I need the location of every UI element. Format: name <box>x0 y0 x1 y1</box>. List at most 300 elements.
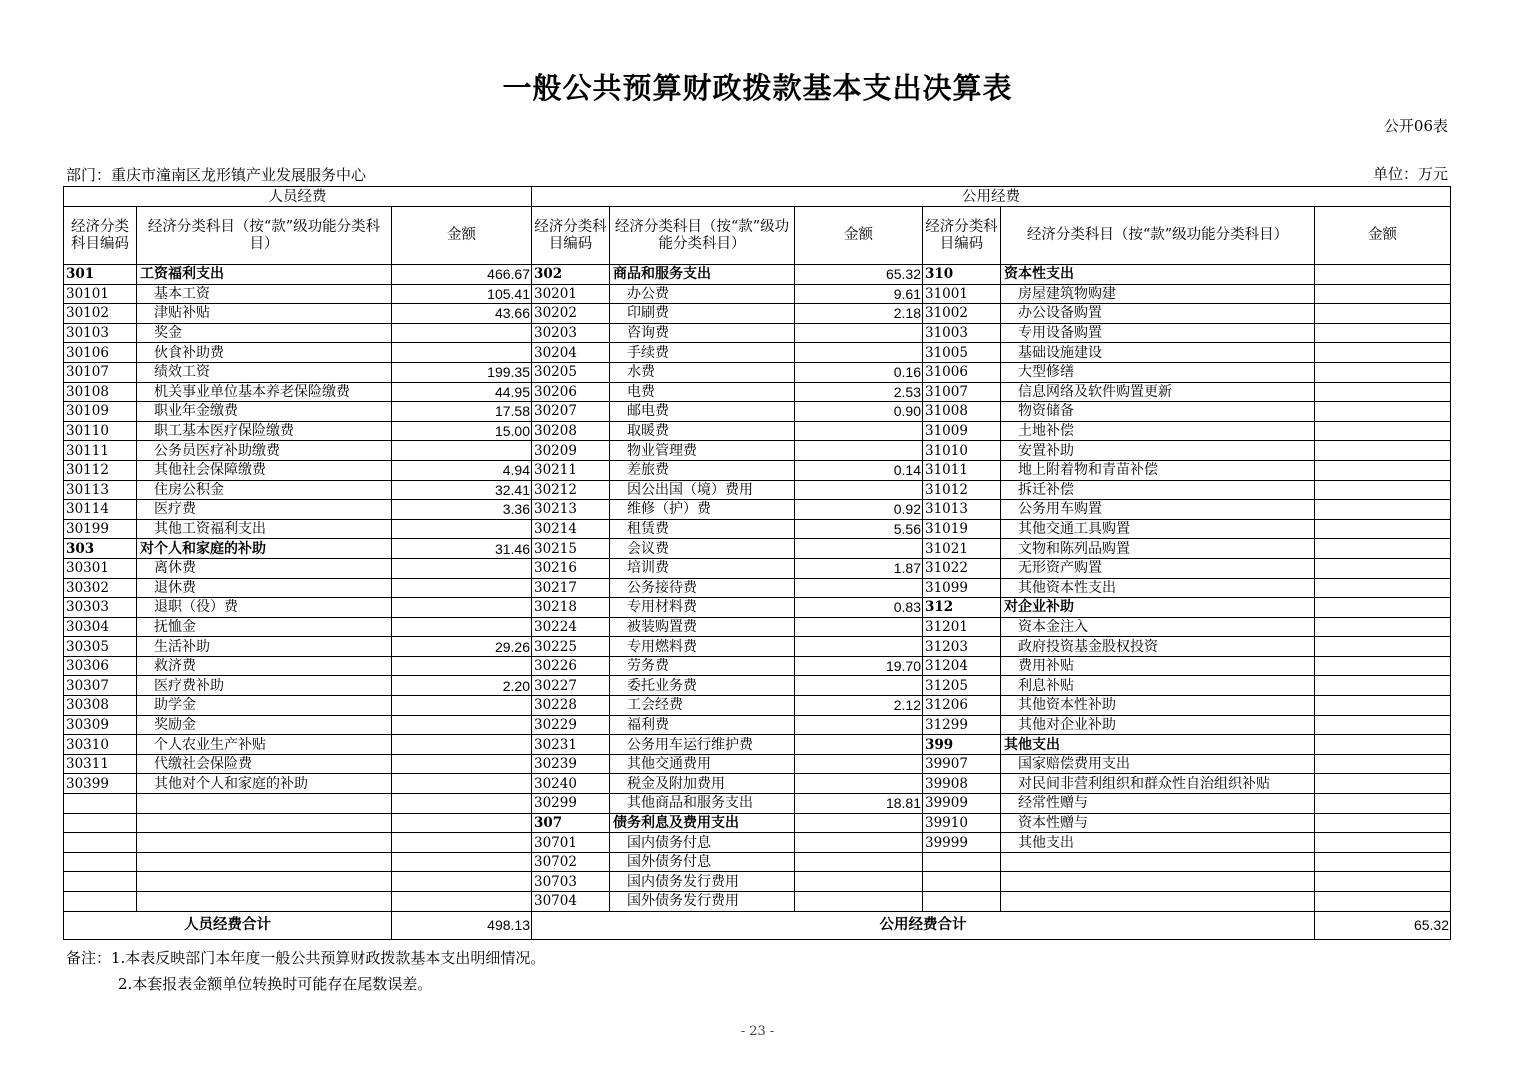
amount-cell <box>392 735 532 755</box>
amount-cell <box>392 598 532 618</box>
name-cell: 伙食补助费 <box>137 343 392 363</box>
table-row <box>64 500 1451 520</box>
name-cell: 医疗费 <box>137 500 392 520</box>
amount-cell <box>795 813 923 833</box>
name-cell: 其他对个人和家庭的补助 <box>137 774 392 794</box>
table-row <box>64 421 1451 441</box>
table-row <box>64 480 1451 500</box>
amount-cell <box>1315 578 1451 598</box>
table-body <box>64 265 1451 912</box>
code-cell: 31022 <box>923 558 1001 578</box>
table-row <box>64 402 1451 422</box>
amount-cell <box>1315 265 1451 285</box>
code-cell: 31005 <box>923 343 1001 363</box>
code-cell: 302 <box>532 265 610 285</box>
expenditure-table <box>63 186 1451 940</box>
name-cell: 其他社会保障缴费 <box>137 460 392 480</box>
name-cell: 职业年金缴费 <box>137 402 392 422</box>
name-cell: 差旅费 <box>610 460 795 480</box>
amount-cell: 2.53 <box>795 382 923 402</box>
table-row <box>64 343 1451 363</box>
code-cell: 30206 <box>532 382 610 402</box>
table-row <box>64 676 1451 696</box>
table-row <box>64 441 1451 461</box>
name-cell: 债务利息及费用支出 <box>610 813 795 833</box>
code-cell: 30303 <box>64 598 137 618</box>
table-row <box>64 813 1451 833</box>
personnel-total-value: 498.13 <box>392 911 532 939</box>
table-row <box>64 539 1451 559</box>
amount-cell <box>1315 460 1451 480</box>
name-cell: 公务用车运行维护费 <box>610 735 795 755</box>
amount-cell <box>1315 362 1451 382</box>
code-cell: 30301 <box>64 558 137 578</box>
amount-cell <box>1315 343 1451 363</box>
name-cell: 津贴补贴 <box>137 304 392 324</box>
code-cell: 312 <box>923 598 1001 618</box>
amount-cell <box>795 774 923 794</box>
name-cell: 房屋建筑物购建 <box>1001 284 1315 304</box>
name-cell: 其他交通工具购置 <box>1001 519 1315 539</box>
amount-cell <box>795 676 923 696</box>
code-cell: 30103 <box>64 323 137 343</box>
table-row <box>64 460 1451 480</box>
name-cell: 其他商品和服务支出 <box>610 794 795 814</box>
amount-cell <box>1315 715 1451 735</box>
code-cell: 30201 <box>532 284 610 304</box>
code-cell: 30208 <box>532 421 610 441</box>
name-cell: 地上附着物和青苗补偿 <box>1001 460 1315 480</box>
code-cell: 31203 <box>923 637 1001 657</box>
table-row <box>64 892 1451 912</box>
code-cell: 30202 <box>532 304 610 324</box>
name-cell <box>1001 892 1315 912</box>
amount-cell <box>795 735 923 755</box>
code-cell: 30110 <box>64 421 137 441</box>
name-cell: 住房公积金 <box>137 480 392 500</box>
amount-cell <box>392 872 532 892</box>
header-name: 经济分类科目（按“款”级功能分类科目） <box>1001 207 1315 265</box>
code-cell: 31013 <box>923 500 1001 520</box>
name-cell: 拆迁补偿 <box>1001 480 1315 500</box>
table-row <box>64 617 1451 637</box>
name-cell: 国外债务付息 <box>610 852 795 872</box>
code-cell: 30299 <box>532 794 610 814</box>
code-cell: 31205 <box>923 676 1001 696</box>
table-row <box>64 304 1451 324</box>
code-cell: 30704 <box>532 892 610 912</box>
table-row <box>64 382 1451 402</box>
amount-cell <box>392 754 532 774</box>
code-cell: 30308 <box>64 696 137 716</box>
name-cell: 物业管理费 <box>610 441 795 461</box>
name-cell: 公务员医疗补助缴费 <box>137 441 392 461</box>
name-cell: 维修（护）费 <box>610 500 795 520</box>
code-cell: 31003 <box>923 323 1001 343</box>
name-cell <box>137 833 392 853</box>
name-cell: 劳务费 <box>610 656 795 676</box>
name-cell: 医疗费补助 <box>137 676 392 696</box>
table-row <box>64 323 1451 343</box>
table-number: 公开06表 <box>1383 117 1448 135</box>
name-cell: 土地补偿 <box>1001 421 1315 441</box>
amount-cell <box>795 833 923 853</box>
amount-cell <box>392 852 532 872</box>
name-cell: 无形资产购置 <box>1001 558 1315 578</box>
code-cell: 31008 <box>923 402 1001 422</box>
amount-cell <box>795 323 923 343</box>
table-row <box>64 598 1451 618</box>
amount-cell: 9.61 <box>795 284 923 304</box>
amount-cell <box>392 343 532 363</box>
amount-cell <box>392 892 532 912</box>
amount-cell: 29.26 <box>392 637 532 657</box>
name-cell: 费用补贴 <box>1001 656 1315 676</box>
department-label: 部门：重庆市潼南区龙形镇产业发展服务中心 <box>66 166 367 184</box>
name-cell: 国内债务付息 <box>610 833 795 853</box>
name-cell: 经常性赠与 <box>1001 794 1315 814</box>
code-cell: 31011 <box>923 460 1001 480</box>
table-row <box>64 362 1451 382</box>
amount-cell <box>1315 892 1451 912</box>
amount-cell <box>392 441 532 461</box>
amount-cell <box>795 480 923 500</box>
note-2: 2.本套报表金额单位转换时可能存在尾数误差。 <box>118 975 433 993</box>
table-row <box>64 735 1451 755</box>
code-cell <box>64 892 137 912</box>
amount-cell: 65.32 <box>795 265 923 285</box>
amount-cell <box>795 441 923 461</box>
amount-cell <box>1315 637 1451 657</box>
code-cell: 31007 <box>923 382 1001 402</box>
amount-cell: 19.70 <box>795 656 923 676</box>
amount-cell <box>1315 421 1451 441</box>
code-cell: 310 <box>923 265 1001 285</box>
amount-cell <box>795 539 923 559</box>
table-row <box>64 833 1451 853</box>
public-total-value: 65.32 <box>1315 911 1451 939</box>
code-cell: 31002 <box>923 304 1001 324</box>
name-cell: 绩效工资 <box>137 362 392 382</box>
name-cell: 公务接待费 <box>610 578 795 598</box>
code-cell: 303 <box>64 539 137 559</box>
name-cell: 抚恤金 <box>137 617 392 637</box>
code-cell: 307 <box>532 813 610 833</box>
amount-cell <box>1315 304 1451 324</box>
code-cell: 31019 <box>923 519 1001 539</box>
code-cell <box>64 852 137 872</box>
amount-cell <box>392 715 532 735</box>
amount-cell <box>1315 539 1451 559</box>
table-row <box>64 558 1451 578</box>
amount-cell <box>1315 813 1451 833</box>
unit-label: 单位：万元 <box>1372 165 1448 183</box>
name-cell: 基本工资 <box>137 284 392 304</box>
name-cell: 对个人和家庭的补助 <box>137 539 392 559</box>
page-number: - 23 - <box>740 1024 775 1039</box>
name-cell: 安置补助 <box>1001 441 1315 461</box>
name-cell: 代缴社会保险费 <box>137 754 392 774</box>
code-cell: 30302 <box>64 578 137 598</box>
name-cell: 国内债务发行费用 <box>610 872 795 892</box>
code-cell: 30207 <box>532 402 610 422</box>
amount-cell: 5.56 <box>795 519 923 539</box>
amount-cell <box>795 892 923 912</box>
amount-cell <box>392 323 532 343</box>
code-cell: 30305 <box>64 637 137 657</box>
amount-cell <box>1315 852 1451 872</box>
code-cell: 31206 <box>923 696 1001 716</box>
amount-cell <box>392 794 532 814</box>
code-cell: 30107 <box>64 362 137 382</box>
name-cell: 机关事业单位基本养老保险缴费 <box>137 382 392 402</box>
amount-cell <box>1315 558 1451 578</box>
code-cell: 30217 <box>532 578 610 598</box>
name-cell: 委托业务费 <box>610 676 795 696</box>
amount-cell: 32.41 <box>392 480 532 500</box>
name-cell: 奖励金 <box>137 715 392 735</box>
name-cell: 办公费 <box>610 284 795 304</box>
name-cell: 资本性赠与 <box>1001 813 1315 833</box>
name-cell: 对企业补助 <box>1001 598 1315 618</box>
table-row <box>64 696 1451 716</box>
code-cell: 30199 <box>64 519 137 539</box>
code-cell: 30226 <box>532 656 610 676</box>
code-cell: 30203 <box>532 323 610 343</box>
name-cell: 其他资本性补助 <box>1001 696 1315 716</box>
section-personnel: 人员经费 <box>64 187 532 207</box>
code-cell: 31204 <box>923 656 1001 676</box>
name-cell: 资本性支出 <box>1001 265 1315 285</box>
table-row <box>64 794 1451 814</box>
amount-cell <box>392 696 532 716</box>
code-cell: 30228 <box>532 696 610 716</box>
amount-cell: 43.66 <box>392 304 532 324</box>
code-cell: 30205 <box>532 362 610 382</box>
code-cell: 31201 <box>923 617 1001 637</box>
name-cell: 对民间非营利组织和群众性自治组织补贴 <box>1001 774 1315 794</box>
amount-cell <box>392 833 532 853</box>
code-cell: 30102 <box>64 304 137 324</box>
name-cell: 培训费 <box>610 558 795 578</box>
name-cell: 工会经费 <box>610 696 795 716</box>
code-cell: 30108 <box>64 382 137 402</box>
amount-cell <box>1315 402 1451 422</box>
amount-cell: 31.46 <box>392 539 532 559</box>
amount-cell: 3.36 <box>392 500 532 520</box>
amount-cell <box>1315 754 1451 774</box>
amount-cell <box>1315 656 1451 676</box>
name-cell: 奖金 <box>137 323 392 343</box>
code-cell: 31010 <box>923 441 1001 461</box>
name-cell: 被装购置费 <box>610 617 795 637</box>
name-cell: 助学金 <box>137 696 392 716</box>
table-row <box>64 265 1451 285</box>
amount-cell: 2.12 <box>795 696 923 716</box>
code-cell <box>64 872 137 892</box>
name-cell: 物资储备 <box>1001 402 1315 422</box>
name-cell: 福利费 <box>610 715 795 735</box>
amount-cell: 466.67 <box>392 265 532 285</box>
code-cell: 30112 <box>64 460 137 480</box>
code-cell: 30224 <box>532 617 610 637</box>
header-code: 经济分类科目编码 <box>532 207 610 265</box>
name-cell: 其他对企业补助 <box>1001 715 1315 735</box>
amount-cell <box>1315 598 1451 618</box>
name-cell: 取暖费 <box>610 421 795 441</box>
code-cell: 30240 <box>532 774 610 794</box>
name-cell: 印刷费 <box>610 304 795 324</box>
amount-cell: 105.41 <box>392 284 532 304</box>
header-name: 经济分类科目（按“款”级功能分类科目） <box>610 207 795 265</box>
amount-cell <box>1315 480 1451 500</box>
code-cell: 399 <box>923 735 1001 755</box>
table-row <box>64 852 1451 872</box>
amount-cell <box>1315 774 1451 794</box>
code-cell: 31299 <box>923 715 1001 735</box>
code-cell: 30309 <box>64 715 137 735</box>
code-cell: 30111 <box>64 441 137 461</box>
code-cell: 30239 <box>532 754 610 774</box>
code-cell: 31001 <box>923 284 1001 304</box>
name-cell: 其他支出 <box>1001 735 1315 755</box>
header-name: 经济分类科目（按“款”级功能分类科目） <box>137 207 392 265</box>
amount-cell <box>392 558 532 578</box>
code-cell: 31012 <box>923 480 1001 500</box>
amount-cell: 0.83 <box>795 598 923 618</box>
name-cell: 其他资本性支出 <box>1001 578 1315 598</box>
amount-cell <box>1315 500 1451 520</box>
code-cell: 30227 <box>532 676 610 696</box>
amount-cell <box>795 852 923 872</box>
code-cell: 30701 <box>532 833 610 853</box>
code-cell: 30225 <box>532 637 610 657</box>
amount-cell <box>392 519 532 539</box>
amount-cell: 0.14 <box>795 460 923 480</box>
amount-cell: 0.90 <box>795 402 923 422</box>
code-cell: 30702 <box>532 852 610 872</box>
code-cell: 30212 <box>532 480 610 500</box>
name-cell: 公务用车购置 <box>1001 500 1315 520</box>
code-cell: 30231 <box>532 735 610 755</box>
code-cell <box>64 794 137 814</box>
amount-cell <box>795 617 923 637</box>
name-cell: 离休费 <box>137 558 392 578</box>
code-cell: 30703 <box>532 872 610 892</box>
code-cell: 30310 <box>64 735 137 755</box>
code-cell: 30311 <box>64 754 137 774</box>
amount-cell: 17.58 <box>392 402 532 422</box>
amount-cell: 4.94 <box>392 460 532 480</box>
name-cell: 会议费 <box>610 539 795 559</box>
amount-cell <box>1315 833 1451 853</box>
name-cell: 国家赔偿费用支出 <box>1001 754 1315 774</box>
header-code: 经济分类科目编码 <box>923 207 1001 265</box>
name-cell <box>137 892 392 912</box>
code-cell: 30209 <box>532 441 610 461</box>
amount-cell <box>1315 735 1451 755</box>
name-cell: 因公出国（境）费用 <box>610 480 795 500</box>
table-row <box>64 578 1451 598</box>
amount-cell: 2.18 <box>795 304 923 324</box>
code-cell: 31006 <box>923 362 1001 382</box>
code-cell: 301 <box>64 265 137 285</box>
header-amount: 金额 <box>392 207 532 265</box>
amount-cell <box>1315 284 1451 304</box>
amount-cell <box>392 617 532 637</box>
name-cell <box>1001 852 1315 872</box>
name-cell: 国外债务发行费用 <box>610 892 795 912</box>
name-cell: 专用燃料费 <box>610 637 795 657</box>
amount-cell <box>392 774 532 794</box>
personnel-total-label: 人员经费合计 <box>64 911 392 939</box>
name-cell: 其他支出 <box>1001 833 1315 853</box>
code-cell: 30229 <box>532 715 610 735</box>
name-cell: 电费 <box>610 382 795 402</box>
code-cell: 30204 <box>532 343 610 363</box>
amount-cell <box>1315 519 1451 539</box>
amount-cell <box>795 637 923 657</box>
amount-cell: 1.87 <box>795 558 923 578</box>
amount-cell <box>392 813 532 833</box>
amount-cell <box>1315 441 1451 461</box>
amount-cell <box>795 578 923 598</box>
name-cell: 文物和陈列品购置 <box>1001 539 1315 559</box>
code-cell: 30304 <box>64 617 137 637</box>
code-cell: 30113 <box>64 480 137 500</box>
header-amount: 金额 <box>795 207 923 265</box>
amount-cell <box>1315 382 1451 402</box>
code-cell: 30211 <box>532 460 610 480</box>
table-row <box>64 656 1451 676</box>
name-cell: 大型修缮 <box>1001 362 1315 382</box>
amount-cell: 0.92 <box>795 500 923 520</box>
amount-cell <box>795 343 923 363</box>
amount-cell <box>795 754 923 774</box>
code-cell: 39908 <box>923 774 1001 794</box>
code-cell: 30399 <box>64 774 137 794</box>
name-cell: 资本金注入 <box>1001 617 1315 637</box>
name-cell: 专用设备购置 <box>1001 323 1315 343</box>
code-cell: 31021 <box>923 539 1001 559</box>
public-total-label: 公用经费合计 <box>532 911 1315 939</box>
name-cell <box>1001 872 1315 892</box>
table-row <box>64 754 1451 774</box>
code-cell <box>923 872 1001 892</box>
amount-cell: 199.35 <box>392 362 532 382</box>
code-cell: 31099 <box>923 578 1001 598</box>
note-1: 备注：1.本表反映部门本年度一般公共预算财政拨款基本支出明细情况。 <box>66 949 546 967</box>
name-cell: 退休费 <box>137 578 392 598</box>
amount-cell <box>795 715 923 735</box>
amount-cell <box>795 872 923 892</box>
code-cell: 30306 <box>64 656 137 676</box>
amount-cell: 2.20 <box>392 676 532 696</box>
header-code: 经济分类科目编码 <box>64 207 137 265</box>
name-cell: 救济费 <box>137 656 392 676</box>
name-cell: 政府投资基金股权投资 <box>1001 637 1315 657</box>
code-cell: 30114 <box>64 500 137 520</box>
name-cell: 水费 <box>610 362 795 382</box>
code-cell: 39999 <box>923 833 1001 853</box>
name-cell: 退职（役）费 <box>137 598 392 618</box>
code-cell: 30218 <box>532 598 610 618</box>
amount-cell: 44.95 <box>392 382 532 402</box>
code-cell: 30216 <box>532 558 610 578</box>
name-cell <box>137 852 392 872</box>
code-cell: 30101 <box>64 284 137 304</box>
table-row <box>64 774 1451 794</box>
